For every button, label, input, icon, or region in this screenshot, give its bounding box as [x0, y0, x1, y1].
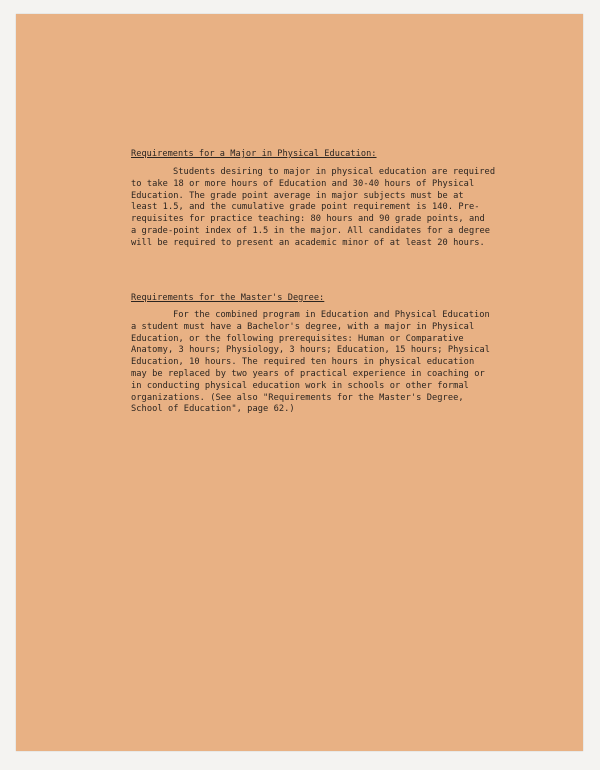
paragraph-line: Education, 10 hours. The required ten hours in physical education	[131, 357, 475, 368]
section-heading-major: Requirements for a Major in Physical Education:	[131, 149, 377, 159]
paragraph-line: Students desiring to major in physical education are required	[173, 167, 496, 177]
paragraph-line: For the combined program in Education and Physical Education	[173, 310, 490, 320]
paragraph-line: Anatomy, 3 hours; Physiology, 3 hours; Education, 15 hours; Physical	[131, 345, 491, 356]
paragraph-line: a grade-point index of 1.5 in the major. All candidates for a degree	[131, 225, 491, 236]
paragraph-line: least 1.5, and the cumulative grade point requirement is 140. Pre-	[131, 202, 480, 213]
section-heading-masters: Requirements for the Master's Degree:	[131, 293, 325, 303]
paragraph-line: in conducting physical education work in schools or other formal	[131, 380, 469, 391]
paragraph-line: will be required to present an academic minor of at least 20 hours.	[131, 237, 485, 248]
paragraph-line: School of Education", page 62.)	[131, 404, 295, 415]
paragraph-line: Education. The grade point average in major subjects must be at	[131, 190, 464, 201]
document-page	[16, 14, 583, 751]
paragraph-line: may be replaced by two years of practical experience in coaching or	[131, 368, 485, 379]
section-paragraph-major	[131, 167, 541, 250]
paragraph-line: Education, or the following prerequisites: Human or Comparative	[131, 333, 464, 344]
paragraph-line: a student must have a Bachelor's degree, with a major in Physical	[131, 321, 475, 332]
section-paragraph-masters	[131, 310, 541, 416]
paragraph-line: to take 18 or more hours of Education and 30-40 hours of Physical	[131, 178, 475, 189]
paragraph-line: organizations. (See also "Requirements for the Master's Degree,	[131, 392, 464, 403]
paragraph-line: requisites for practice teaching: 80 hours and 90 grade points, and	[131, 214, 485, 225]
